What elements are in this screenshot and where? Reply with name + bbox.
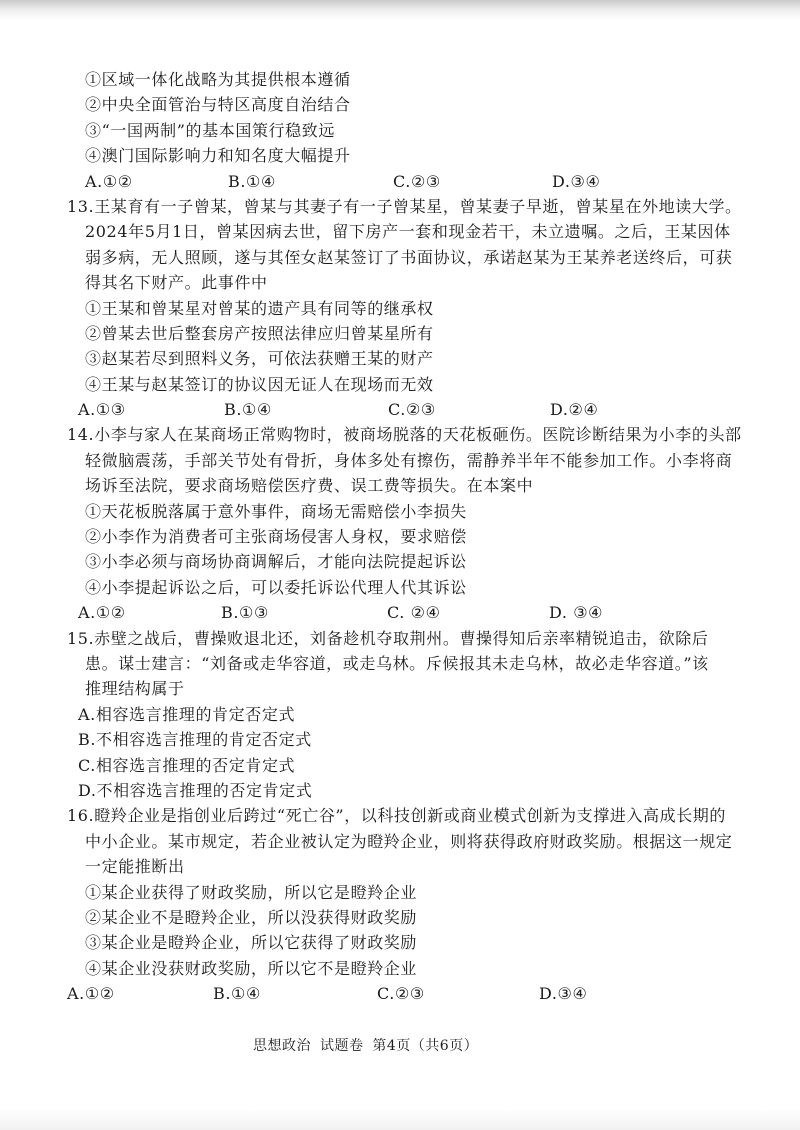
statement: ③“一国两制”的基本国策行稳致远 (85, 120, 335, 140)
statement: ③某企业是瞪羚企业，所以它获得了财政奖励 (85, 933, 418, 953)
answer-options (0, 600, 800, 625)
question-stem-line: 场诉至法院，要求商场赔偿医疗费、误工费等损失。在本案中 (85, 476, 534, 496)
choice-b: B.不相容选言推理的肯定否定式 (78, 730, 312, 750)
question-stem-line: 轻微脑震荡，手部关节处有骨折，身体多处有擦伤，需静养半年不能参加工作。小李将商 (85, 450, 733, 470)
choice-a: A.相容选言推理的肯定否定式 (78, 704, 296, 724)
stem-text: 赤壁之战后，曹操败退北还，刘备趁机夺取荆州。曹操得知后亲率精锐追击，欲除后 (94, 628, 709, 648)
option-a: A.①② (85, 171, 133, 191)
option-d: D.②④ (550, 400, 599, 420)
question-stem-line: 一定能推断出 (85, 857, 185, 877)
statement: ②中央全面管治与特区高度自治结合 (85, 95, 351, 115)
statement: ①某企业获得了财政奖励，所以它是瞪羚企业 (85, 882, 418, 902)
question-stem-line (0, 626, 800, 651)
question-stem-line: 推理结构属于 (85, 679, 185, 699)
page-footer: 思想政治 试题卷 第4页（共6页） (253, 1038, 479, 1054)
question-stem-line (0, 422, 800, 447)
option-c: C.②③ (388, 400, 436, 420)
statement: ③小李必须与商场协商调解后，才能向法院提起诉讼 (85, 552, 467, 572)
question-number: 15. (67, 628, 95, 648)
stem-text: 小李与家人在某商场正常购物时，被商场脱落的天花板砸伤。医院诊断结果为小李的头部 (94, 425, 742, 445)
statement: ②某企业不是瞪羚企业，所以没获得财政奖励 (85, 907, 418, 927)
option-b: B.①④ (228, 171, 276, 191)
question-stem-line: 弱多病，无人照顾，遂与其侄女赵某签订了书面协议，承诺赵某为王某养老送终后，可获 (85, 247, 733, 267)
statement: ①天花板脱落属于意外事件，商场无需赔偿小李损失 (85, 501, 467, 521)
statement: ④小李提起诉讼之后，可以委托诉讼代理人代其诉讼 (85, 577, 467, 597)
question-number: 14. (67, 425, 95, 445)
option-c: C. ②④ (387, 603, 441, 623)
option-a: A.①② (67, 984, 115, 1004)
stem-text: 王某育有一子曾某，曾某与其妻子有一子曾某星，曾某妻子早逝，曾某星在外地读大学。 (94, 196, 742, 216)
question-13 (0, 194, 800, 423)
choice-c: C.相容选言推理的否定肯定式 (78, 755, 296, 775)
question-stem-line: 中小企业。某市规定，若企业被认定为瞪羚企业，则将获得政府财政奖励。根据这一规定 (85, 831, 733, 851)
option-d: D.③④ (552, 171, 601, 191)
stem-text: 瞪羚企业是指创业后跨过“死亡谷”，以科技创新或商业模式创新为支撑进入高成长期的 (94, 806, 727, 826)
question-stem-line: 得其名下财产。此事件中 (85, 273, 268, 293)
option-b: B.①④ (224, 400, 272, 420)
statement: ④澳门国际影响力和知名度大幅提升 (85, 146, 351, 166)
question-15 (0, 626, 800, 804)
scan-edge-shadow-bottom (0, 1108, 800, 1130)
option-a: A.①③ (78, 400, 126, 420)
scan-edge-shadow (0, 0, 800, 20)
question-number: 16. (67, 806, 95, 826)
option-d: D. ③④ (549, 603, 604, 623)
question-stem-line: 患。谋士建言：“刘备或走华容道，或走乌林。斥候报其未走乌林，故必走华容道。”该 (85, 653, 709, 673)
statement: ②小李作为消费者可主张商场侵害人身权，要求赔偿 (85, 527, 467, 547)
statement: ①王某和曾某星对曾某的遗产具有同等的继承权 (85, 298, 434, 318)
option-b: B.①④ (213, 984, 261, 1004)
statement: ③赵某若尽到照料义务，可依法获赠王某的财产 (85, 349, 434, 369)
answer-options (0, 981, 800, 1006)
answer-options (0, 397, 800, 422)
question-stem-line (0, 194, 800, 219)
question-number: 13. (67, 196, 95, 216)
question-16 (0, 803, 800, 1006)
question-12-continued (0, 67, 800, 194)
question-stem-line: 2024年5月1日，曾某因病去世，留下房产一套和现金若干，未立遗嘱。之后，王某因体 (85, 222, 731, 242)
page-content (0, 67, 800, 1006)
statement: ④某企业没获财政奖励，所以它不是瞪羚企业 (85, 958, 418, 978)
question-14 (0, 422, 800, 625)
option-a: A.①② (78, 603, 126, 623)
statement: ①区域一体化战略为其提供根本遵循 (85, 70, 351, 89)
choice-d: D.不相容选言推理的否定肯定式 (78, 780, 313, 800)
option-c: C.②③ (377, 984, 425, 1004)
answer-options (0, 169, 800, 194)
statement: ④王某与赵某签订的协议因无证人在现场而无效 (85, 374, 434, 394)
question-stem-line (0, 803, 800, 828)
option-b: B.①③ (221, 603, 269, 623)
statement: ②曾某去世后整套房产按照法律应归曾某星所有 (85, 323, 434, 343)
option-c: C.②③ (393, 171, 441, 191)
option-d: D.③④ (539, 984, 588, 1004)
